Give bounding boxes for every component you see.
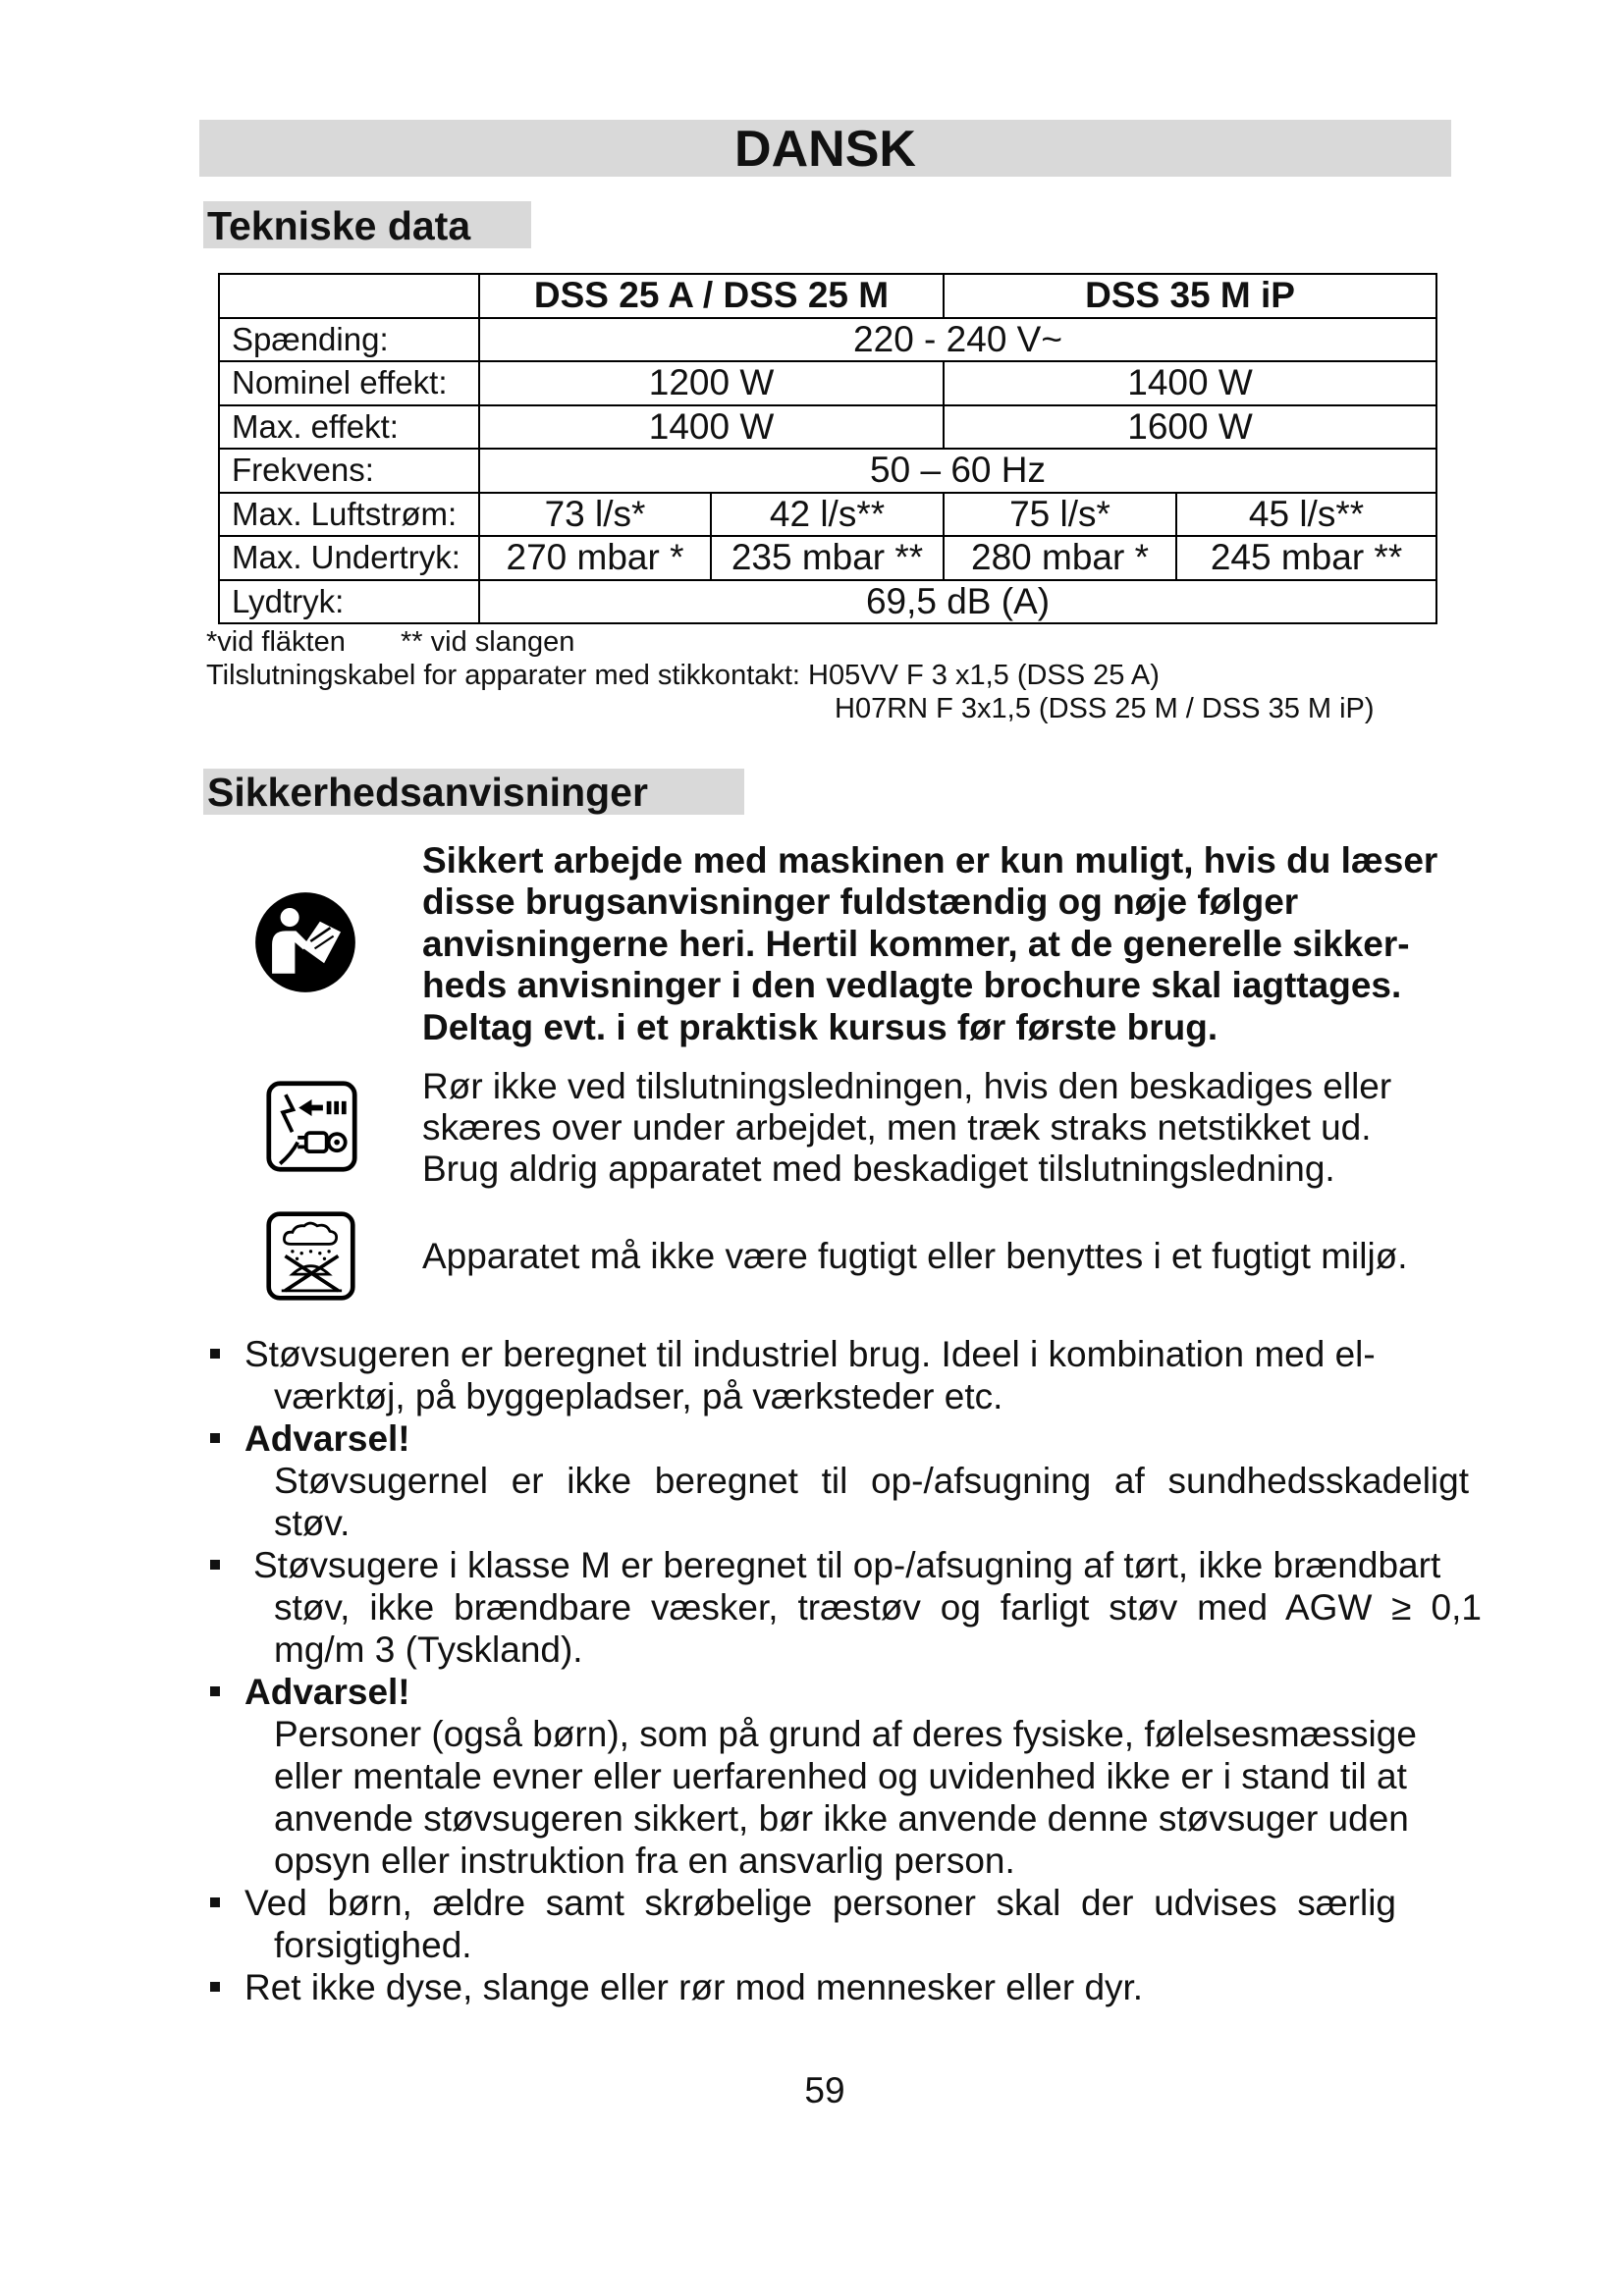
bullet-line: Ved børn, ældre samt skrøbelige personer skal der udvises særlig [244,1883,1396,1923]
table-cell: 280 mbar * [944,536,1176,580]
read-manual-icon [253,890,357,994]
table-cell: 270 mbar * [479,536,711,580]
text-line: Sikkert arbejde med maskinen er kun muligt, hvis du læser [422,840,1438,881]
text-line: Rør ikke ved tilslutningsledningen, hvis den beskadiges eller [422,1066,1392,1106]
table-cell: 75 l/s* [944,493,1176,537]
bullet-marker [210,1433,220,1443]
table-row [219,361,1436,405]
text-line: Brug aldrig apparatet med beskadiget tilslutningsledning. [422,1148,1335,1189]
section-title-safety: Sikkerhedsanvisninger [203,769,744,815]
bullet-line: støv, ikke brændbare væsker, træstøv og farligt støv med AGW ≥ 0,1 [274,1587,1482,1628]
text-line: Deltag evt. i et praktisk kursus før første brug. [422,1006,1218,1047]
table-row [219,580,1436,624]
row-label-vacuum: Max. Undertryk: [219,536,479,580]
table-row [219,493,1436,537]
table-row [219,536,1436,580]
table-cell: 1600 W [944,405,1436,450]
table-row [219,449,1436,493]
bullet-line: Støvsugeren er beregnet til industriel brug. Ideel i kombination med el- [244,1334,1376,1374]
table-cell: 45 l/s** [1176,493,1436,537]
footnote-cable-line-2: H07RN F 3x1,5 (DSS 25 M / DSS 35 M iP) [835,693,1375,724]
bullet-line: opsyn eller instruktion fra en ansvarlig person. [274,1841,1015,1881]
bullet-line: eller mentale evner eller uerfarenhed og uvidenhed ikke er i stand til at [274,1756,1407,1796]
text-line: anvisningerne heri. Hertil kommer, at de generelle sikker- [422,923,1410,964]
text-line: skæres over under arbejdet, men træk straks netstikket ud. [422,1107,1372,1148]
warning-heading: Advarsel! [244,1672,410,1712]
text-line: disse brugsanvisninger fuldstændig og nøje følger [422,881,1299,923]
row-label-voltage: Spænding: [219,318,479,362]
bullet-marker [210,1560,220,1570]
bullet-line: mg/m 3 (Tyskland). [274,1629,583,1670]
table-cell: 69,5 dB (A) [479,580,1436,624]
bullet-marker [210,1982,220,1992]
footnote-cable-line-1: Tilslutningskabel for apparater med stikkontakt: H05VV F 3 x1,5 (DSS 25 A) [206,660,1160,691]
table-cell: 1200 W [479,361,944,405]
bullet-line: forsigtighed. [274,1925,472,1965]
bullet-line: Støvsugernel er ikke beregnet til op-/afsugning af sundhedsskadeligt [274,1461,1469,1501]
bullet-line: Personer (også børn), som på grund af deres fysiske, følelsesmæssige [274,1714,1417,1754]
list-item [0,1544,1624,1671]
table-cell: 50 – 60 Hz [479,449,1436,493]
table-header-row [219,274,1436,318]
table-row [219,405,1436,450]
row-label-rated-power: Nominel effekt: [219,361,479,405]
safety-bullet-list [0,1333,1624,2008]
table-cell: 1400 W [479,405,944,450]
safety-intro-paragraph [422,840,1437,1048]
bullet-line: anvende støvsugeren sikkert, bør ikke anvende denne støvsuger uden [274,1798,1409,1839]
text-line: heds anvisninger i den vedlagte brochure skal iagttages. [422,965,1402,1006]
footnote-fan: *vid fläkten [206,626,346,658]
table-cell: 42 l/s** [711,493,944,537]
model-header-dss35: DSS 35 M iP [944,274,1436,318]
table-cell: 245 mbar ** [1176,536,1436,580]
bullet-marker [210,1897,220,1907]
bullet-line: værktøj, på byggepladser, på værksteder etc. [274,1376,1003,1416]
bullet-line: Støvsugere i klasse M er beregnet til op-/afsugning af tørt, ikke brændbart [253,1545,1441,1585]
table-corner-cell [219,274,479,318]
cable-warning-paragraph [422,1066,1391,1190]
list-item [0,1417,1624,1544]
table-cell: 220 - 240 V~ [479,318,1436,362]
damaged-cable-unplug-icon [265,1080,358,1173]
section-title-technical-data: Tekniske data [203,201,531,248]
model-header-dss25: DSS 25 A / DSS 25 M [479,274,944,318]
table-cell: 1400 W [944,361,1436,405]
list-item [0,1671,1624,1882]
language-header: DANSK [199,120,1451,177]
technical-data-table [218,273,1437,624]
bullet-line: støv. [274,1503,351,1543]
bullet-marker [210,1349,220,1359]
table-row [219,318,1436,362]
table-cell: 235 mbar ** [711,536,944,580]
row-label-sound-pressure: Lydtryk: [219,580,479,624]
list-item [0,1882,1624,1966]
footnote-hose: ** vid slangen [401,626,575,658]
bullet-marker [210,1686,220,1696]
table-cell: 73 l/s* [479,493,711,537]
bullet-line: Ret ikke dyse, slange eller rør mod mennesker eller dyr. [244,1967,1144,2007]
page-number: 59 [804,2070,845,2110]
row-label-max-power: Max. effekt: [219,405,479,450]
list-item [0,1966,1624,2008]
row-label-frequency: Frekvens: [219,449,479,493]
moisture-warning-text: Apparatet må ikke være fugtigt eller benyttes i et fugtigt miljø. [422,1236,1408,1276]
row-label-airflow: Max. Luftstrøm: [219,493,479,537]
no-moisture-icon [265,1210,356,1302]
warning-heading: Advarsel! [244,1418,410,1459]
list-item [0,1333,1624,1417]
